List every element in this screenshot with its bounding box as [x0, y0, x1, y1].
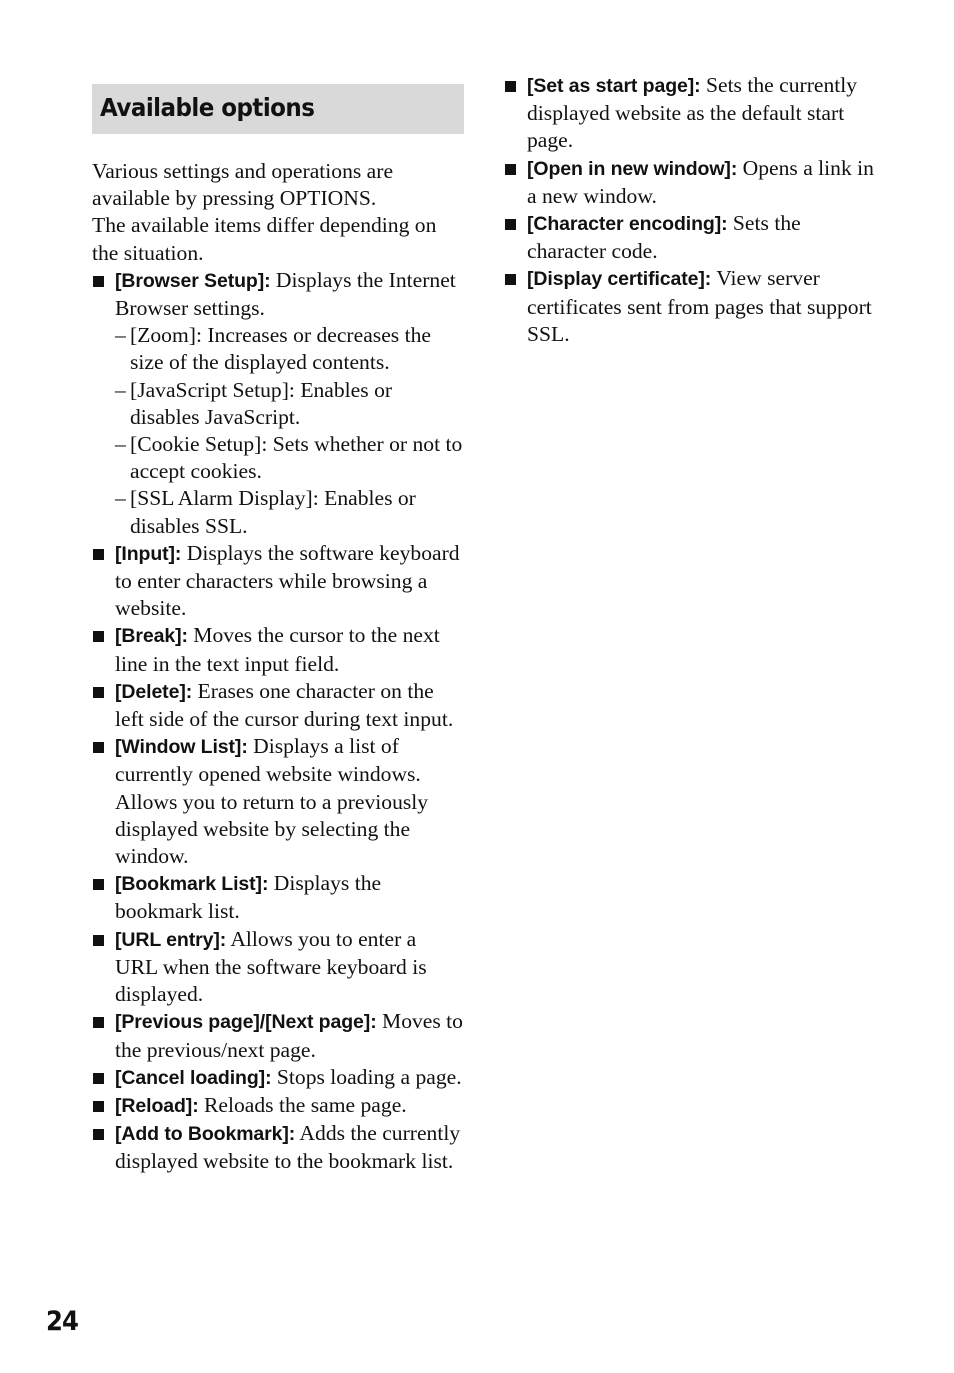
- square-bullet-icon: [505, 81, 516, 92]
- page-number: 24: [46, 1306, 79, 1337]
- sub-option-text: [Zoom]: Increases or decreases the size of the displayed contents.: [130, 323, 431, 375]
- option-item-delete: [92, 678, 464, 733]
- sub-option-text: [SSL Alarm Display]: Enables or disables SSL.: [130, 486, 416, 538]
- option-term: [Reload]:: [115, 1094, 199, 1117]
- option-term: [Delete]:: [115, 680, 193, 703]
- option-description: Displays a list of currently opened website windows. Allows you to return to a previously displayed website by selecting the window.: [115, 734, 429, 869]
- square-bullet-icon: [93, 1017, 104, 1028]
- option-item-reload: [92, 1092, 464, 1120]
- sub-option-text: [JavaScript Setup]: Enables or disables JavaScript.: [130, 377, 393, 429]
- sub-option-ssl-alarm-display: [92, 485, 464, 539]
- option-item-break: [92, 622, 464, 677]
- option-term: [Display certificate]:: [527, 268, 712, 291]
- dash-icon: –: [115, 323, 126, 348]
- option-description: Displays the bookmark list.: [115, 871, 382, 924]
- option-term: [Cancel loading]:: [115, 1066, 272, 1089]
- option-item-input: [92, 540, 464, 623]
- square-bullet-icon: [93, 742, 104, 753]
- option-item-window-list: [92, 733, 464, 870]
- square-bullet-icon: [93, 276, 104, 287]
- option-item-display-certificate: [504, 265, 878, 348]
- option-term: [Break]:: [115, 625, 188, 648]
- option-item-character-encoding: [504, 210, 878, 265]
- left-column: [92, 72, 464, 1176]
- square-bullet-icon: [505, 219, 516, 230]
- option-description: Adds the currently displayed website to the bookmark list.: [115, 1121, 461, 1174]
- square-bullet-icon: [93, 687, 104, 698]
- option-term: [Bookmark List]:: [115, 873, 269, 896]
- option-description: Sets the currently displayed website as the default start page.: [527, 73, 858, 153]
- option-term: [Previous page]/[Next page]:: [115, 1011, 377, 1034]
- option-term: [Set as start page]:: [527, 75, 701, 97]
- sub-option-text: [Cookie Setup]: Sets whether or not to accept cookies.: [130, 432, 463, 484]
- square-bullet-icon: [93, 549, 104, 560]
- option-term: [Open in new window]:: [527, 157, 738, 180]
- square-bullet-icon: [505, 164, 516, 175]
- square-bullet-icon: [505, 274, 516, 285]
- square-bullet-icon: [93, 1101, 104, 1112]
- option-term: [Character encoding]:: [527, 213, 728, 236]
- sub-option-zoom: [92, 322, 464, 376]
- sub-option-javascript-setup: [92, 377, 464, 431]
- option-description: Opens a link in a new window.: [527, 155, 874, 208]
- option-term: [Add to Bookmark]:: [115, 1123, 296, 1146]
- option-term: [Input]:: [115, 542, 182, 565]
- section-header: [92, 84, 464, 134]
- intro-paragraph: Various settings and operations are available by pressing OPTIONS.: [92, 159, 394, 211]
- square-bullet-icon: [93, 1129, 104, 1140]
- option-item-cancel-loading: [92, 1064, 464, 1092]
- dash-icon: –: [115, 432, 126, 457]
- right-column: [504, 72, 878, 348]
- option-term: [Window List]:: [115, 736, 248, 759]
- option-description: Stops loading a page.: [276, 1064, 462, 1089]
- option-description: Displays the software keyboard to enter characters while browsing a website.: [115, 540, 460, 621]
- option-item-browser-setup: [92, 267, 464, 322]
- option-term: [Browser Setup]:: [115, 269, 271, 292]
- option-description: Reloads the same page.: [204, 1092, 407, 1117]
- option-description: Sets the character code.: [527, 211, 801, 264]
- intro: [92, 158, 464, 267]
- option-item-add-to-bookmark: [92, 1120, 464, 1175]
- square-bullet-icon: [93, 1073, 104, 1084]
- intro-paragraph: The available items differ depending on the situation.: [92, 213, 437, 265]
- option-item-set-as-start-page: [504, 72, 878, 155]
- option-item-url-entry: [92, 926, 464, 1009]
- option-description: Erases one character on the left side of the cursor during text input.: [115, 678, 454, 732]
- option-description: Moves to the previous/next page.: [115, 1009, 463, 1062]
- option-description: Allows you to enter a URL when the software keyboard is displayed.: [115, 926, 427, 1007]
- option-description: Displays the Internet Browser settings.: [115, 267, 456, 321]
- option-item-open-in-new-window: [504, 155, 878, 210]
- dash-icon: –: [115, 486, 126, 511]
- option-description: Moves the cursor to the next line in the text input field.: [115, 623, 440, 676]
- square-bullet-icon: [93, 935, 104, 946]
- section-title: Available options: [100, 93, 315, 122]
- sub-option-cookie-setup: [92, 431, 464, 485]
- option-term: [URL entry]:: [115, 928, 227, 951]
- option-description: View server certificates sent from pages that support SSL.: [527, 266, 872, 346]
- square-bullet-icon: [93, 631, 104, 642]
- option-item-previous-next-page: [92, 1008, 464, 1063]
- option-item-bookmark-list: [92, 870, 464, 925]
- square-bullet-icon: [93, 879, 104, 890]
- dash-icon: –: [115, 377, 126, 402]
